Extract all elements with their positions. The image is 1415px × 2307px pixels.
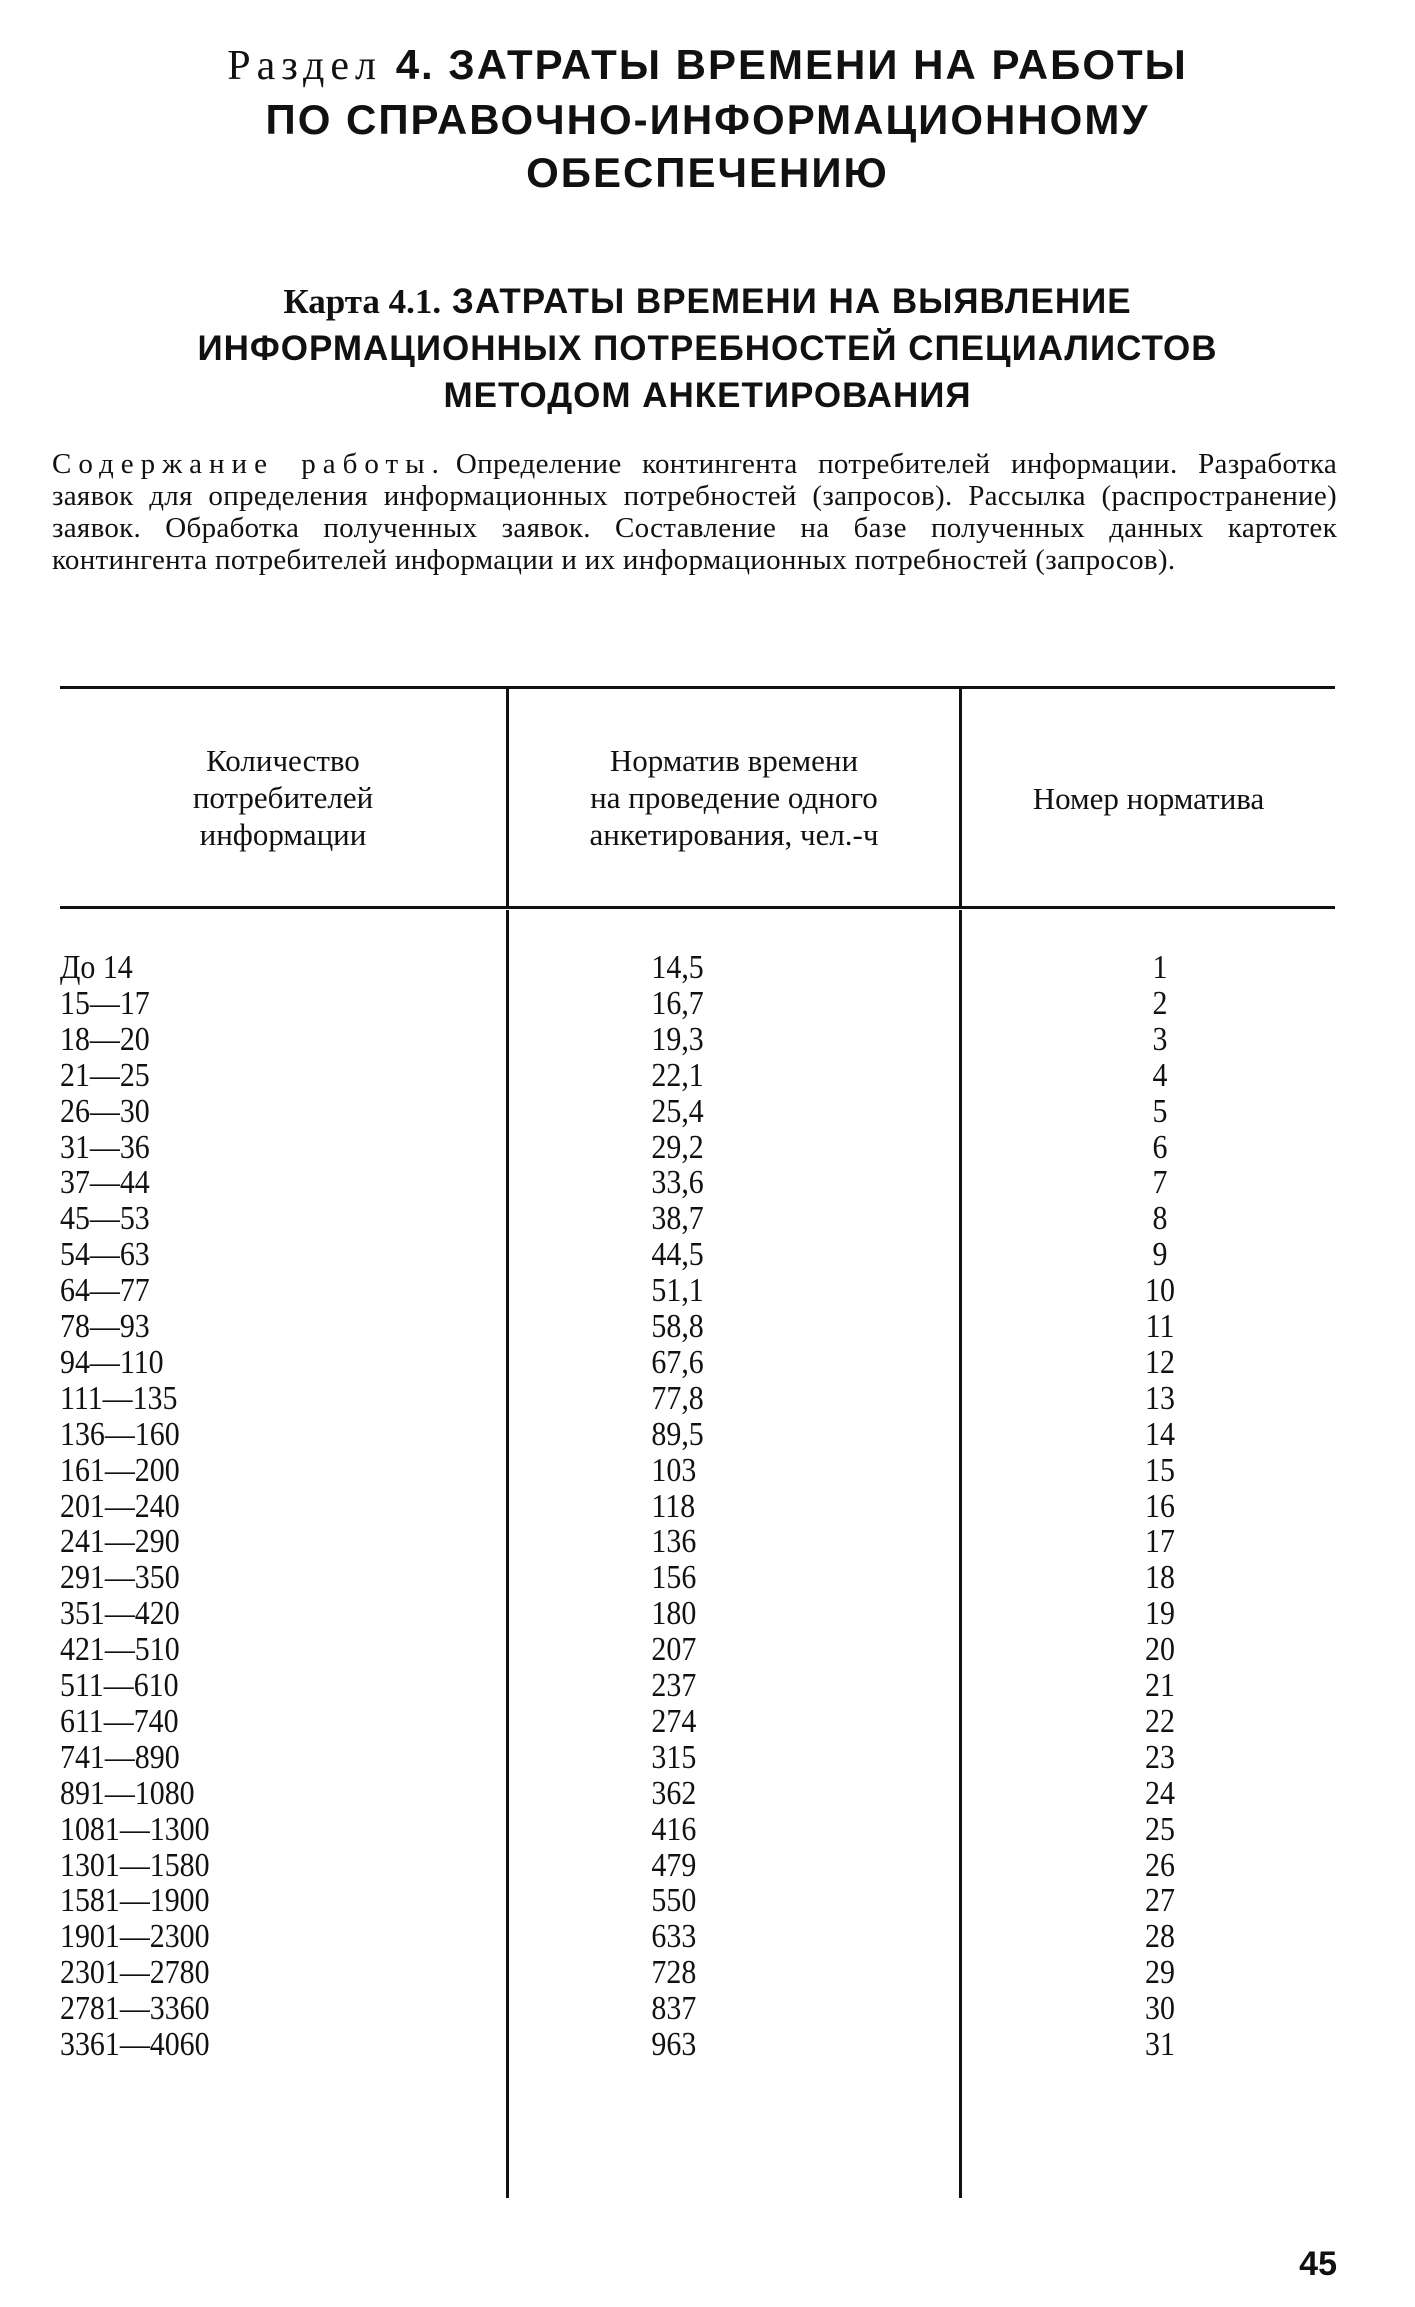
table-cell-count: 1081—1300 <box>60 1810 210 1848</box>
work-content-lead: Содержание работы. <box>52 448 446 480</box>
table-cell-norm: 550 <box>651 1882 697 1920</box>
table-cell-norm: 16,7 <box>651 984 704 1022</box>
table-cell-count: 1901—2300 <box>60 1918 210 1956</box>
table-cell-norm: 44,5 <box>651 1236 704 1274</box>
table-cell-norm: 29,2 <box>651 1128 704 1166</box>
table-cell-number: 24 <box>1145 1774 1175 1812</box>
table-header-rule <box>60 906 1335 909</box>
table-cell-count: 64—77 <box>60 1272 150 1310</box>
table-cell-norm: 14,5 <box>651 949 704 986</box>
table-cell-count: 111—135 <box>60 1379 178 1417</box>
table-cell-norm: 77,8 <box>651 1379 704 1417</box>
section-title <box>0 38 1415 199</box>
table-cell-norm: 315 <box>651 1738 697 1776</box>
table-cell-norm: 38,7 <box>651 1200 704 1238</box>
card-title <box>0 278 1415 419</box>
table-cell-number: 16 <box>1145 1487 1175 1525</box>
table-cell-count: 15—17 <box>60 984 150 1022</box>
table-cell-norm: 19,3 <box>651 1020 704 1058</box>
column-header-count <box>60 742 506 853</box>
table-cell-number: 3 <box>1152 1020 1168 1058</box>
table-cell-norm: 51,1 <box>651 1272 704 1310</box>
table-cell-number: 13 <box>1145 1379 1175 1417</box>
table-cell-number: 27 <box>1145 1882 1175 1920</box>
section-title-line2: ПО СПРАВОЧНО-ИНФОРМАЦИОННОМУ <box>265 96 1150 143</box>
table-cell-number: 22 <box>1145 1702 1175 1740</box>
table-cell-norm: 33,6 <box>651 1164 704 1202</box>
table-cell-number: 18 <box>1145 1559 1175 1597</box>
table-cell-number: 12 <box>1145 1343 1175 1381</box>
table-cell-number: 2 <box>1152 984 1168 1022</box>
table-cell-number: 21 <box>1145 1667 1175 1704</box>
table-cell-norm: 633 <box>651 1918 697 1956</box>
table-cell-count: 54—63 <box>60 1236 150 1274</box>
table-cell-count: 891—1080 <box>60 1774 195 1812</box>
table-cell-count: 201—240 <box>60 1487 180 1525</box>
column-header-count-line: информации <box>199 817 367 852</box>
table-cell-number: 10 <box>1145 1272 1175 1310</box>
table-cell-norm: 89,5 <box>651 1415 704 1453</box>
table-cell-count: 241—290 <box>60 1523 180 1561</box>
column-header-number-line: Номер норматива <box>1032 781 1265 816</box>
table-cell-count: 2781—3360 <box>60 1990 210 2028</box>
table-cell-count: 26—30 <box>60 1092 150 1130</box>
table-cell-number: 1 <box>1152 949 1168 986</box>
table-cell-count: 45—53 <box>60 1200 150 1238</box>
table-cell-norm: 728 <box>651 1954 697 1992</box>
table-cell-count: 611—740 <box>60 1702 179 1740</box>
table-divider-2-body <box>959 910 962 2198</box>
column-header-count-line: Количество <box>206 743 360 778</box>
section-title-line3: ОБЕСПЕЧЕНИЮ <box>526 149 889 196</box>
table-cell-count: 351—420 <box>60 1595 180 1633</box>
work-content-text: Определение контингента потребителей информации. Разработка заявок для определения информационных потребностей (запросов). Рассылка (распространение) заявок. Обработка полученных заявок. Составление на базе полученных данных картотек контингента потребителей информации и их информационных потребностей (запросов). <box>52 448 1337 576</box>
table-cell-number: 4 <box>1152 1056 1168 1094</box>
table-cell-count: 291—350 <box>60 1559 180 1597</box>
table-cell-number: 5 <box>1152 1092 1168 1130</box>
table-cell-norm: 837 <box>651 1990 697 2028</box>
table-cell-number: 6 <box>1152 1128 1168 1166</box>
table-cell-norm: 963 <box>651 2026 697 2063</box>
table-cell-count: 161—200 <box>60 1451 180 1489</box>
page-number: 45 <box>1299 2245 1337 2283</box>
column-header-norm <box>509 742 959 853</box>
card-title-line3: МЕТОДОМ АНКЕТИРОВАНИЯ <box>443 376 972 415</box>
table-cell-number: 17 <box>1145 1523 1175 1561</box>
table-divider-1-body <box>506 910 509 2198</box>
table-cell-norm: 25,4 <box>651 1092 704 1130</box>
table-cell-count: 31—36 <box>60 1128 150 1166</box>
table-cell-number: 8 <box>1152 1200 1168 1238</box>
column-header-norm-line: Норматив времени <box>609 743 859 778</box>
table-cell-count: До 14 <box>60 949 133 986</box>
table-cell-number: 19 <box>1145 1595 1175 1633</box>
table-cell-number: 14 <box>1145 1415 1175 1453</box>
card-title-line2: ИНФОРМАЦИОННЫХ ПОТРЕБНОСТЕЙ СПЕЦИАЛИСТОВ <box>197 329 1218 368</box>
table-cell-norm: 118 <box>651 1487 696 1525</box>
table-cell-count: 2301—2780 <box>60 1954 210 1992</box>
column-header-number <box>962 780 1335 817</box>
table-cell-count: 421—510 <box>60 1631 180 1669</box>
table-cell-number: 15 <box>1145 1451 1175 1489</box>
card-title-line1: ЗАТРАТЫ ВРЕМЕНИ НА ВЫЯВЛЕНИЕ <box>451 282 1132 321</box>
table-cell-count: 18—20 <box>60 1020 150 1058</box>
table-cell-count: 136—160 <box>60 1415 180 1453</box>
table-cell-number: 20 <box>1145 1631 1175 1669</box>
table-cell-norm: 58,8 <box>651 1308 704 1345</box>
table-cell-number: 11 <box>1145 1308 1175 1345</box>
table-cell-norm: 479 <box>651 1846 697 1884</box>
table-cell-norm: 156 <box>651 1559 697 1597</box>
section-title-line1: 4. ЗАТРАТЫ ВРЕМЕНИ НА РАБОТЫ <box>395 41 1188 88</box>
card-label: Карта 4.1. <box>283 282 442 321</box>
column-header-norm-line: анкетирования, чел.-ч <box>589 817 879 852</box>
table-cell-count: 78—93 <box>60 1308 150 1345</box>
table-cell-count: 21—25 <box>60 1056 150 1094</box>
table-cell-count: 1301—1580 <box>60 1846 210 1884</box>
table-cell-number: 26 <box>1145 1846 1175 1884</box>
table-cell-number: 31 <box>1145 2026 1175 2063</box>
table-cell-count: 1581—1900 <box>60 1882 210 1920</box>
table-cell-norm: 416 <box>651 1810 697 1848</box>
column-header-count-line: потребителей <box>192 780 374 815</box>
table-cell-number: 23 <box>1145 1738 1175 1776</box>
table-cell-number: 29 <box>1145 1954 1175 1992</box>
table-cell-norm: 274 <box>651 1702 697 1740</box>
table-cell-norm: 103 <box>651 1451 697 1489</box>
table-cell-count: 511—610 <box>60 1667 179 1704</box>
table-cell-norm: 22,1 <box>651 1056 704 1094</box>
table-cell-count: 37—44 <box>60 1164 150 1202</box>
table-cell-norm: 136 <box>651 1523 697 1561</box>
table-cell-number: 9 <box>1152 1236 1168 1274</box>
table-cell-number: 28 <box>1145 1918 1175 1956</box>
table-cell-norm: 180 <box>651 1595 697 1633</box>
table-cell-norm: 67,6 <box>651 1343 704 1381</box>
table-cell-number: 7 <box>1152 1164 1168 1202</box>
table-cell-norm: 207 <box>651 1631 697 1669</box>
section-label: Раздел <box>227 43 383 89</box>
work-content-paragraph <box>52 448 1337 576</box>
table-cell-number: 30 <box>1145 1990 1175 2028</box>
table-top-rule <box>60 686 1335 689</box>
column-header-norm-line: на проведение одного <box>590 780 878 815</box>
table-cell-count: 3361—4060 <box>60 2026 210 2063</box>
table-cell-number: 25 <box>1145 1810 1175 1848</box>
table-cell-norm: 237 <box>651 1667 697 1704</box>
table-cell-count: 94—110 <box>60 1343 164 1381</box>
table-cell-count: 741—890 <box>60 1738 180 1776</box>
table-cell-norm: 362 <box>651 1774 697 1812</box>
